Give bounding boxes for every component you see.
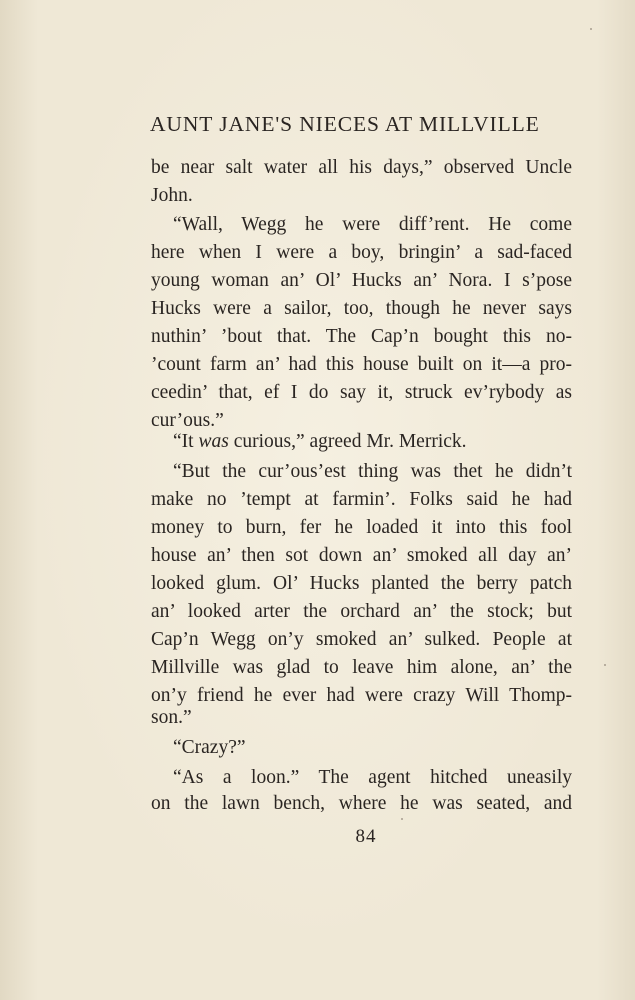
text-line: “Wall, Wegg he were diff’rent. He come: [173, 214, 572, 235]
text-line: “Crazy?”: [173, 737, 246, 758]
text-line: here when I were a boy, bringin’ a sad-faced: [151, 242, 572, 263]
italic-text: was: [198, 431, 229, 452]
page-number: 84: [355, 826, 377, 847]
text-line: money to burn, fer he loaded it into this fool: [151, 517, 572, 538]
paper-speck: [604, 664, 606, 666]
paper-speck: [590, 28, 592, 30]
text-line: Millville was glad to leave him alone, an’ the: [151, 657, 572, 678]
text-line: be near salt water all his days,” observed Uncle: [151, 157, 572, 178]
running-head: AUNT JANE'S NIECES AT MILLVILLE: [150, 112, 540, 136]
text-line: Cap’n Wegg on’y smoked an’ sulked. People at: [151, 629, 572, 650]
text-line: an’ looked arter the orchard an’ the stock; but: [151, 601, 572, 622]
text-line: young woman an’ Ol’ Hucks an’ Nora. I s’pose: [151, 270, 572, 291]
text-line: “But the cur’ous’est thing was thet he didn’t: [173, 461, 572, 482]
text-line: house an’ then sot down an’ smoked all day an’: [151, 545, 572, 566]
text-line: make no ’tempt at farmin’. Folks said he had: [151, 489, 572, 510]
text-line: on the lawn bench, where he was seated, and: [151, 793, 572, 814]
text-line: “As a loon.” The agent hitched uneasily: [173, 767, 572, 788]
text-line: Hucks were a sailor, too, though he never says: [151, 298, 572, 319]
text-line: nuthin’ ’bout that. The Cap’n bought this no-: [151, 326, 572, 347]
paper-speck: [401, 818, 403, 820]
text-line: John.: [151, 185, 193, 206]
text-line: on’y friend he ever had were crazy Will Thomp-: [151, 685, 572, 706]
text-line: cur’ous.”: [151, 410, 224, 431]
text-line: looked glum. Ol’ Hucks planted the berry patch: [151, 573, 572, 594]
text-line: ’count farm an’ had this house built on it—a pro-: [151, 354, 572, 375]
text-line: son.”: [151, 707, 192, 728]
text-line: ceedin’ that, ef I do say it, struck ev’rybody as: [151, 382, 572, 403]
text-fragment: curious,” agreed Mr. Merrick.: [228, 431, 467, 452]
text-line: [173, 428, 467, 456]
text-fragment: “It: [173, 431, 199, 452]
